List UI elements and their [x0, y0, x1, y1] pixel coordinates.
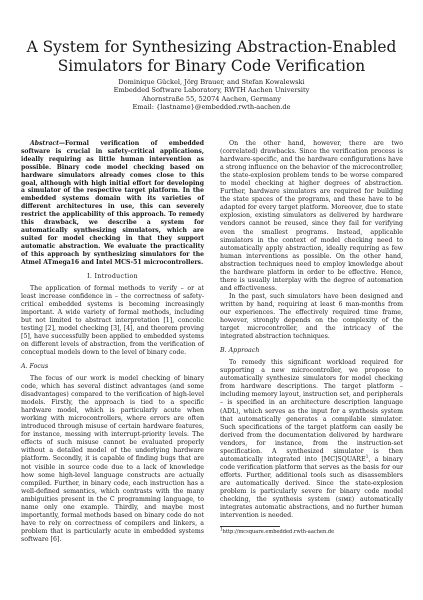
abstract-lead: Abstract — [30, 140, 59, 147]
author-block — [20, 78, 403, 112]
title-line-2: Simulators for Binary Code Verification — [57, 57, 366, 75]
abstract-text: —Formal verification of embedded software is crucial in safety-critical applications, ideally requiring as little human intervention as possible. Binary code model checking based on hardware simulators already comes close to this goal, although with high initial effort for developing a simulator of the respective target platform. In the embedded systems domain with its varieties of different architectures in use, this can severely restrict the applicability of this approach. To remedy this drawback, we describe a system for automatically synthesizing simulators, which are suited for model checking in that they support automatic abstraction. We evaluate the practicality of this approach by synthesizing simulators for the Atmel ATmega16 and Intel MCS-51 microcontrollers. — [21, 140, 204, 266]
footnote-divider — [220, 526, 280, 527]
email: Email: {lastname}@embedded.rwth-aachen.de — [132, 103, 291, 112]
focus-paragraph: The focus of our work is model checking of binary code, which has several distinct advantages (and some disadvantages) compared to the verification of high-level models. Firstly, the approach is tied to a specific hardware model, which is particularly acute when working with microcontrollers, where errors are often introduced through misuse of certain hardware features, for instance, messing with interrupt-priority levels. The effects of such misuse cannot be evaluated properly without a detailed model of the underlying hardware platform. Secondly, it is capable of finding bugs that are not visible in source code due to a lack of knowledge how some high-level language constructs are actually compiled. Further, in binary code, each instruction has a well-defined semantics, which contrasts with the many ambiguities present in the C programming language, to name only one example. Thirdly, and maybe most importantly, formal methods based on binary code do not have to rely on correctness of compilers and linkers, a problem that is particularly acute in embedded systems software [6]. — [21, 375, 204, 543]
subsection-heading-approach: B. Approach — [220, 347, 260, 355]
right-column — [220, 140, 403, 536]
title-line-1: A System for Synthesizing Abstraction-Enabled — [26, 38, 397, 56]
approach-text-a: To remedy this significant workload required for supporting a new microcontroller, we propose to automatically synthesize simulators for model checking from hardware descriptions. The target platform – including memory layout, instruction set, and peripherals – is specified in an architecture description language (ADL), which serves as the input for a synthesis system that automatically generates a compilable simulator. Such specifications of the target platform can easily be derived from the documentation delivered by hardware vendors, for instance, from the instruction-set specification. A synthesized simulator is then automatically integrated into [MC]SQUARE — [220, 359, 403, 463]
intro-paragraph: The application of formal methods to verify – or at least increase confidence in – the correctness of safety-critical embedded systems is becoming increasingly important. A wide variety of formal methods, including but not limited to abstract interpretation [1], concolic testing [2], model checking [3], [4], and theorem proving [5], have successfully been applied to embedded systems on different levels of abstraction, from the verification of conceptual models down to the level of binary code. — [21, 284, 204, 356]
author-names: Dominique Gückel, Jörg Brauer, and Stefan Kowalewski — [118, 78, 305, 86]
address: Ahornstraße 55, 52074 Aachen, Germany — [142, 94, 281, 103]
affiliation: Embedded Software Laboratory, RWTH Aachen University — [113, 86, 310, 95]
past-simulators-paragraph: In the past, such simulators have been designed and written by hand, requiring at least 6 man-months from our experiences. The effectively required time frame, however, strongly depends on the complexity of the target microcontroller, and the intricacy of the integrated abstraction techniques. — [220, 292, 403, 341]
paper-title — [20, 38, 403, 76]
drawbacks-paragraph: On the other hand, however, there are two (correlated) drawbacks. Since the verification process is hardware-specific, and the hardware configurations have a strong influence on the behavior of the microcontroller, the state-explosion problem tends to be worse compared to model checking at higher degrees of abstraction. Further, hardware simulators are required for building the state spaces of the programs, and these have to be adapted for every target platform. Moreover, due to state explosion, existing simulators as delivered by hardware vendors cannot be reused, since they fail for verifying even the smallest programs. Instead, applicable simulators in the context of model checking need to automatically apply abstraction, ideally requiring as few human interventions as possible. On the other hand, abstraction techniques need to employ knowledge about the hardware platform in order to be effective. Hence, there is usually interplay with the degree of automation and effectiveness. — [220, 140, 403, 292]
left-column — [21, 140, 204, 544]
footnote-reference: 1 — [365, 453, 369, 459]
section-heading-introduction: I. Introduction — [87, 272, 138, 280]
footnote-mark: 1 — [220, 526, 223, 532]
footnote-url: http://mcsquare.embedded.rwth-aachen.de — [222, 529, 335, 536]
approach-paragraph — [220, 359, 403, 520]
abstract — [21, 140, 204, 267]
subsection-heading-focus: A. Focus — [21, 362, 49, 370]
footnote — [220, 526, 403, 536]
approach-text-b: , a binary code verification platform that serves as the basis for our efforts. Further, additional tools such as disassemblers are automatically derived. Since the state-explosion problem is particularly severe for binary code model checking, the synthesis system (sɪᴍᴇ) automatically integrates automatic abstractions, and no further human intervention is needed. — [220, 455, 403, 520]
